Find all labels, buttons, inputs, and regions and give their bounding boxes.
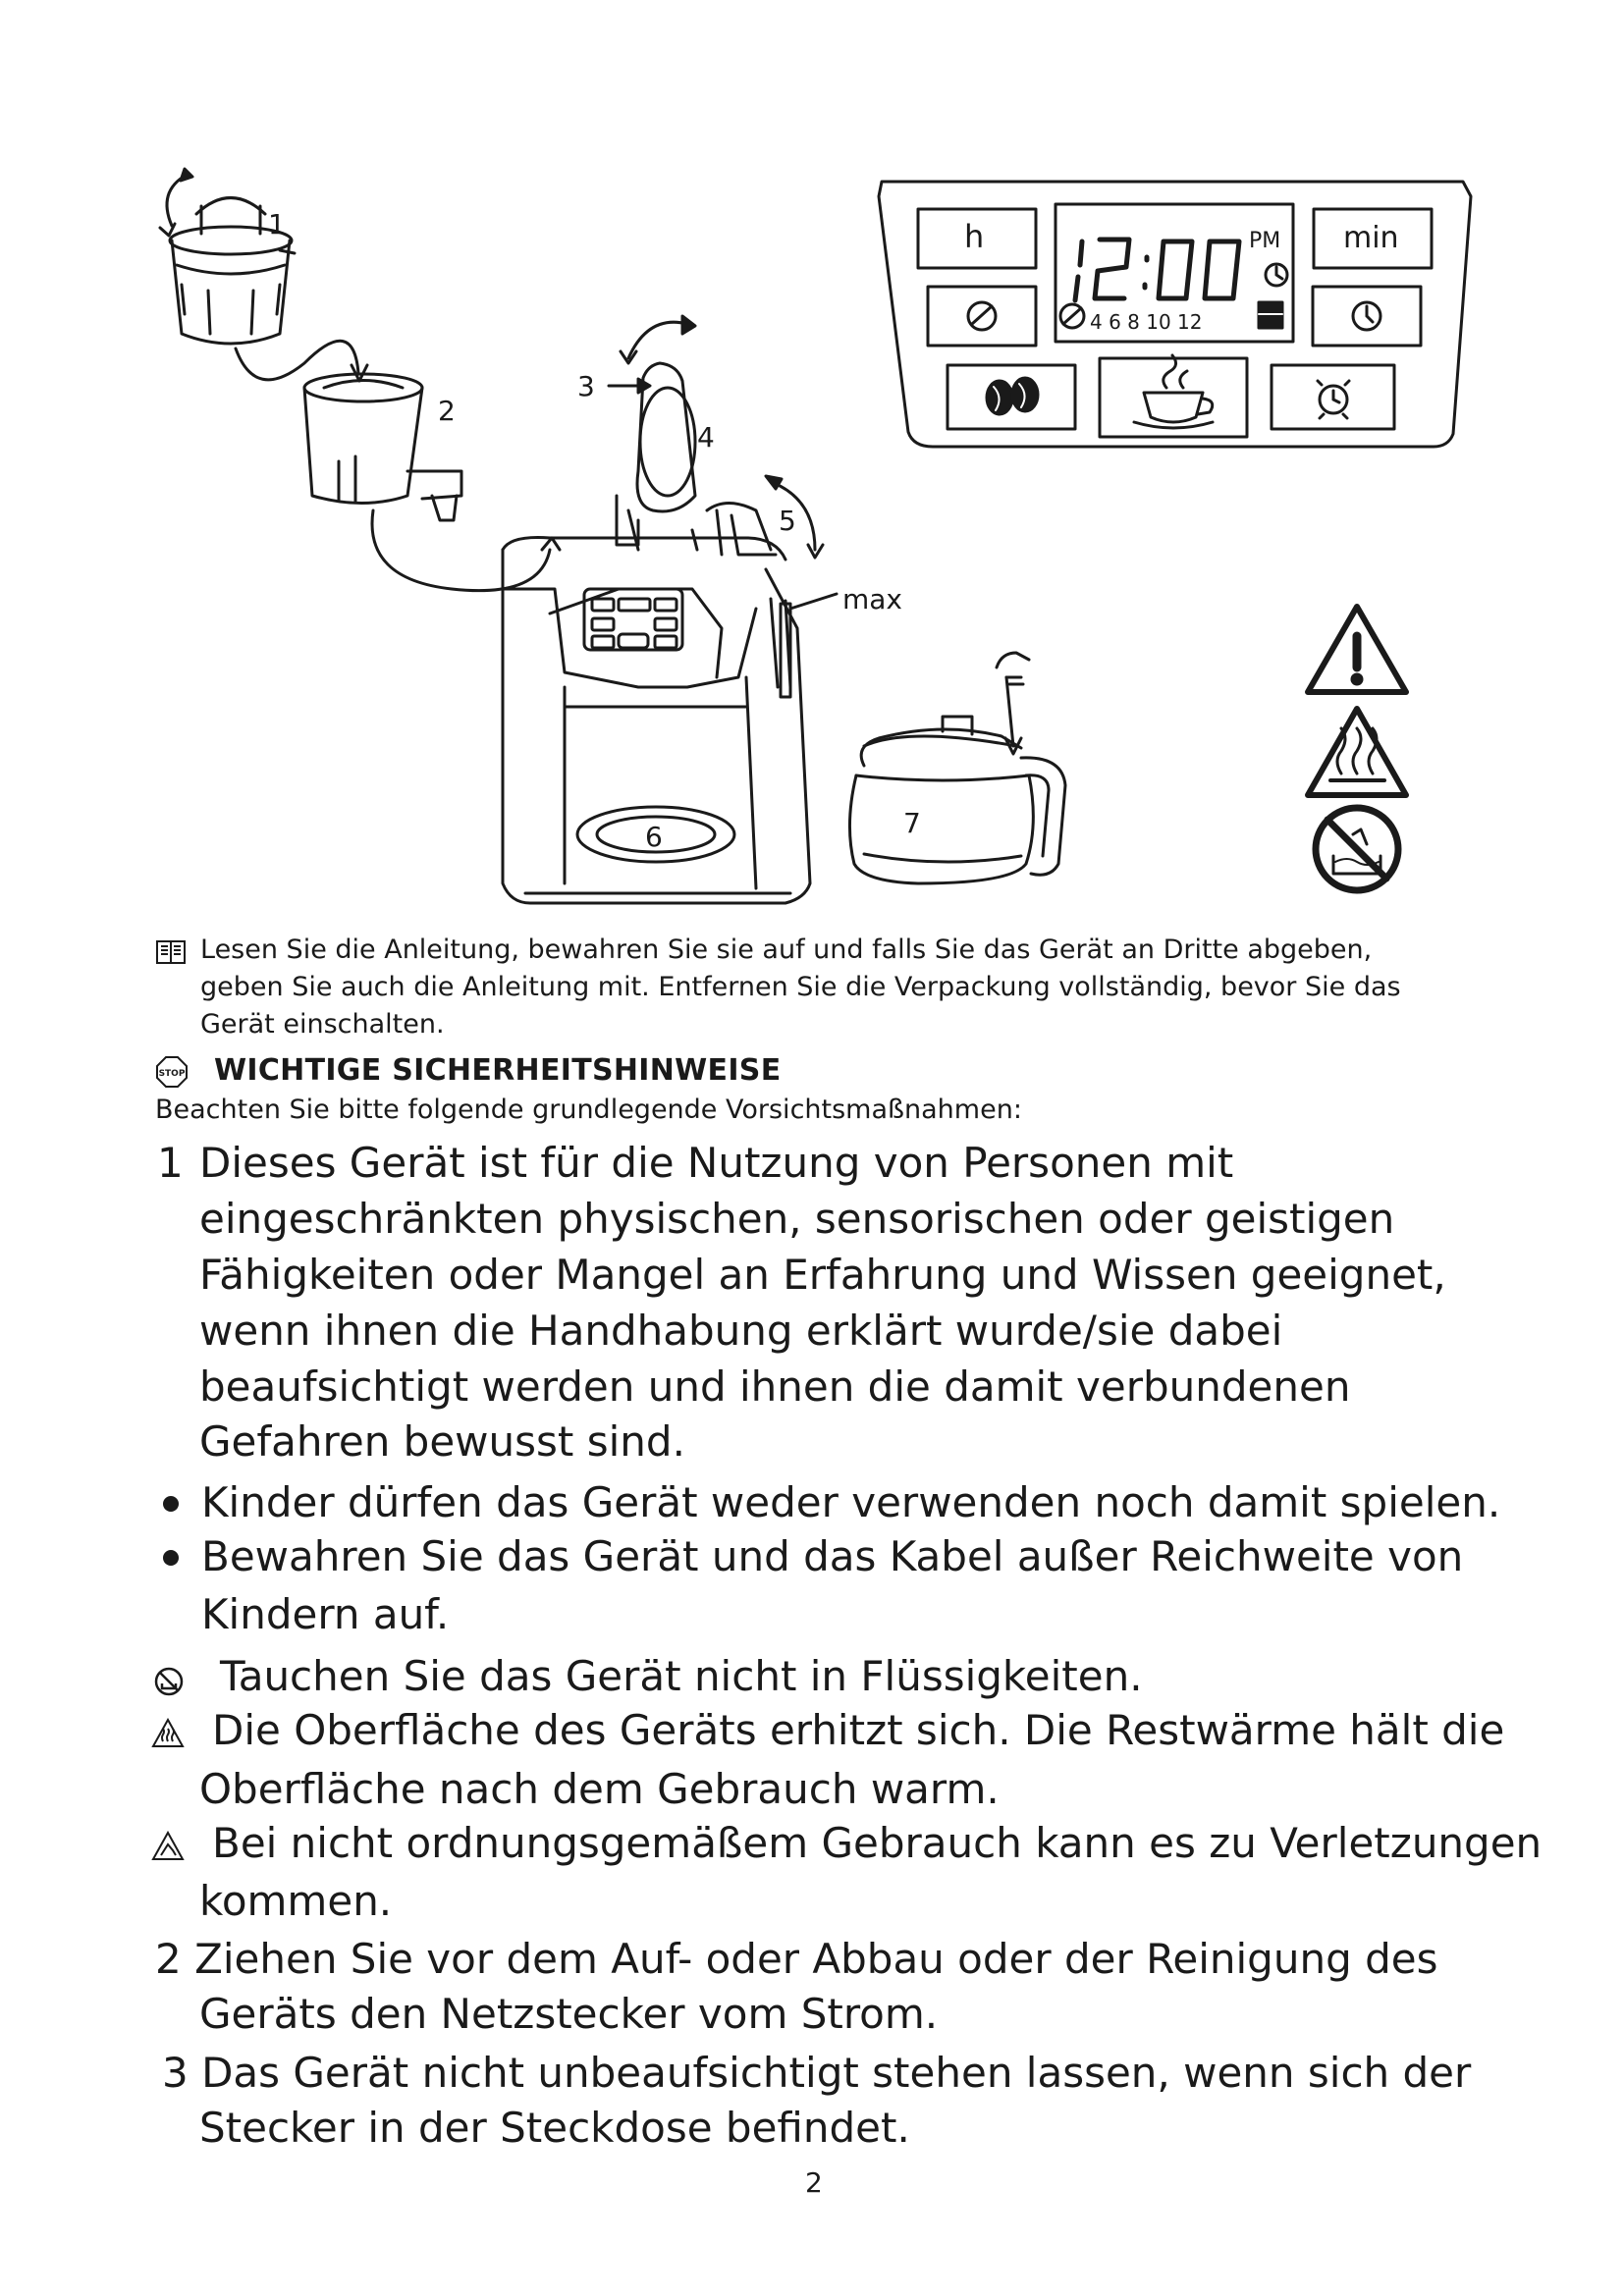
manual-icon bbox=[155, 938, 187, 966]
label-5: 5 bbox=[779, 505, 796, 537]
svg-text:STOP: STOP bbox=[158, 1069, 186, 1079]
bullet-2-line-2: Kindern auf. bbox=[201, 1590, 450, 1638]
hot-line-1: Die Oberfläche des Geräts erhitzt sich. Die Restwärme hält die bbox=[212, 1706, 1505, 1754]
stop-icon bbox=[155, 1055, 189, 1089]
immerse-text: Tauchen Sie das Gerät nicht in Flüssigkeiten. bbox=[220, 1652, 1143, 1700]
hot-surface-small-icon bbox=[151, 1718, 185, 1749]
item-3-line-2: Stecker in der Steckdose befindet. bbox=[199, 2104, 910, 2152]
intro-line-3: Gerät einschalten. bbox=[200, 1009, 445, 1040]
panel-strength-scale: 4 6 8 10 12 bbox=[1090, 310, 1203, 334]
injury-line-1: Bei nicht ordnungsgemäßem Gebrauch kann es zu Verletzungen bbox=[212, 1819, 1543, 1867]
intro-line-2: geben Sie auch die Anleitung mit. Entfernen Sie die Verpackung vollständig, bevor Sie das bbox=[200, 972, 1401, 1002]
item-2-line-1: 2 Ziehen Sie vor dem Auf- oder Abbau oder der Reinigung des bbox=[155, 1935, 1438, 1983]
panel-hour-label: h bbox=[964, 218, 985, 255]
item-2-line-2: Geräts den Netzstecker vom Strom. bbox=[199, 1990, 939, 2038]
panel-pm-label: PM bbox=[1249, 229, 1281, 253]
item-1-line-3: Fähigkeiten oder Mangel an Erfahrung und Wissen geeignet, bbox=[199, 1251, 1446, 1299]
label-2: 2 bbox=[438, 395, 456, 427]
label-4: 4 bbox=[697, 421, 715, 454]
label-max: max bbox=[842, 583, 903, 615]
item-1-line-4: wenn ihnen die Handhabung erklärt wurde/sie dabei bbox=[199, 1307, 1283, 1355]
bullet-2-line-1: Bewahren Sie das Gerät und das Kabel außer Reichweite von bbox=[201, 1532, 1464, 1580]
item-1-line-1: Dieses Gerät ist für die Nutzung von Personen mit bbox=[199, 1139, 1234, 1187]
item-1-line-6: Gefahren bewusst sind. bbox=[199, 1417, 685, 1466]
label-7: 7 bbox=[903, 807, 921, 839]
page-number: 2 bbox=[805, 2166, 823, 2199]
bullet-1-text: Kinder dürfen das Gerät weder verwenden noch damit spielen. bbox=[201, 1478, 1501, 1526]
item-3-line-1: 3 Das Gerät nicht unbeaufsichtigt stehen lassen, wenn sich der bbox=[162, 2049, 1472, 2097]
label-6: 6 bbox=[645, 821, 663, 853]
bullet-dot-1 bbox=[163, 1496, 179, 1512]
warning-small-icon bbox=[151, 1831, 185, 1862]
safety-subtitle: Beachten Sie bitte folgende grundlegende Vorsichtsmaßnahmen: bbox=[155, 1095, 1022, 1125]
item-1-line-5: beaufsichtigt werden und ihnen die damit verbundenen bbox=[199, 1362, 1351, 1411]
hot-line-2: Oberfläche nach dem Gebrauch warm. bbox=[199, 1765, 1000, 1813]
intro-line-1: Lesen Sie die Anleitung, bewahren Sie sie auf und falls Sie das Gerät an Dritte abgeben, bbox=[200, 934, 1373, 965]
injury-line-2: kommen. bbox=[199, 1877, 393, 1925]
item-1-number: 1 bbox=[157, 1139, 184, 1187]
item-1-line-2: eingeschränkten physischen, sensorischen oder geistigen bbox=[199, 1195, 1395, 1243]
label-3: 3 bbox=[577, 370, 595, 402]
panel-min-label: min bbox=[1343, 221, 1399, 255]
safety-heading: WICHTIGE SICHERHEITSHINWEISE bbox=[214, 1053, 782, 1088]
label-1: 1 bbox=[268, 208, 286, 240]
no-immerse-small-icon bbox=[153, 1666, 185, 1697]
bullet-dot-2 bbox=[163, 1550, 179, 1566]
